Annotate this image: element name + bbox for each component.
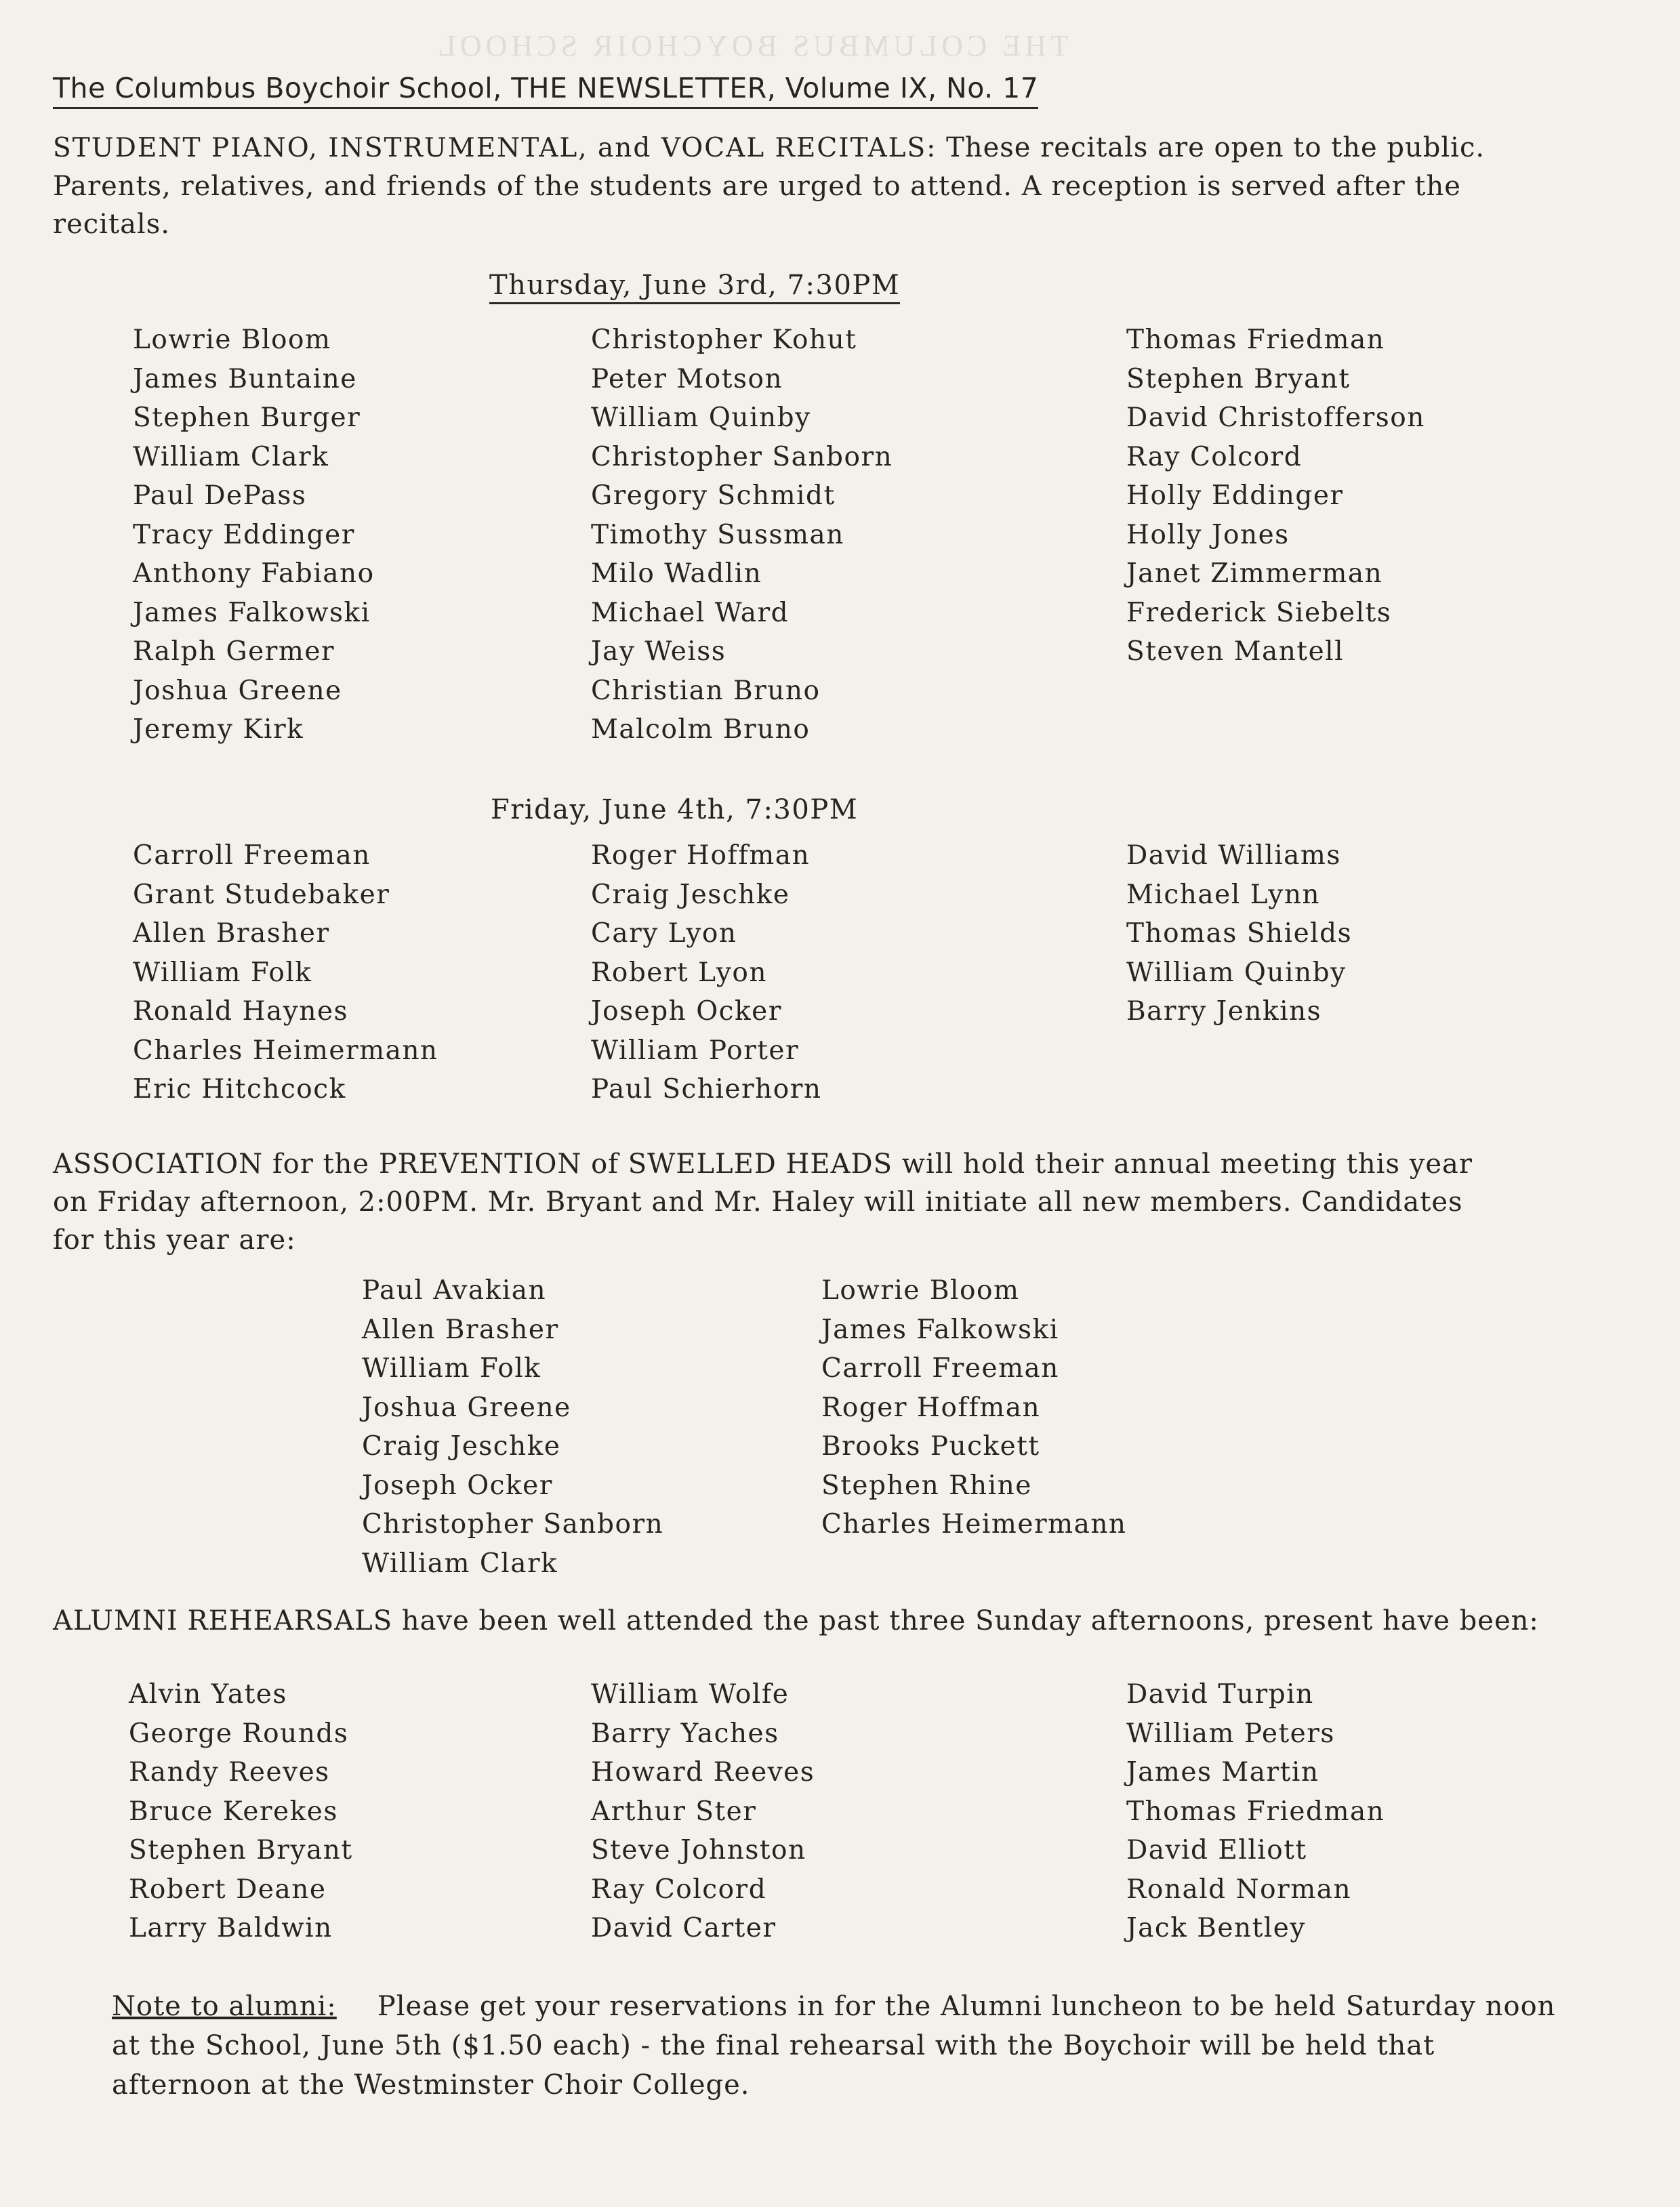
name-entry: Joshua Greene — [362, 1392, 571, 1423]
name-entry: Randy Reeves — [129, 1757, 330, 1788]
name-entry: James Falkowski — [133, 597, 371, 628]
name-entry: Alvin Yates — [129, 1679, 287, 1710]
thursday-col-2 — [591, 321, 893, 749]
name-entry: Larry Baldwin — [129, 1913, 333, 1943]
name-entry: Roger Hoffman — [821, 1392, 1041, 1423]
name-entry: Howard Reeves — [591, 1757, 815, 1788]
alumni-col-2 — [591, 1675, 815, 1948]
name-entry: Ronald Haynes — [133, 996, 349, 1027]
thursday-heading: Thursday, June 3rd, 7:30PM — [489, 270, 900, 304]
name-entry: Brooks Puckett — [821, 1431, 1040, 1462]
name-entry: Bruce Kerekes — [129, 1796, 338, 1827]
recitals-body: These recitals are open to the public. Parents, relatives, and friends of the students are urged to attend. A reception is served after the recitals. — [53, 132, 1486, 240]
name-entry: Thomas Shields — [1126, 918, 1353, 949]
name-entry: Ray Colcord — [591, 1874, 767, 1905]
name-entry: Steven Mantell — [1126, 636, 1345, 667]
name-entry: Arthur Ster — [591, 1796, 757, 1827]
name-entry: Michael Lynn — [1126, 879, 1321, 910]
name-entry: Charles Heimermann — [821, 1509, 1127, 1540]
name-entry: Joseph Ocker — [362, 1470, 553, 1501]
name-entry: Steve Johnston — [591, 1835, 806, 1865]
name-entry: Malcolm Bruno — [591, 714, 811, 745]
name-entry: James Falkowski — [821, 1314, 1059, 1345]
name-entry: Allen Brasher — [133, 918, 330, 949]
name-entry: Thomas Friedman — [1126, 1796, 1385, 1827]
name-entry: Paul DePass — [133, 480, 307, 511]
bleed-through-text: THE COLUMBUS BOYCHOIR SCHOOL — [434, 29, 1069, 62]
name-entry: Stephen Bryant — [129, 1835, 353, 1865]
alumni-col-3 — [1126, 1675, 1385, 1948]
name-entry: William Porter — [591, 1035, 800, 1066]
name-entry: Tracy Eddinger — [133, 519, 355, 550]
name-entry: Grant Studebaker — [133, 879, 390, 910]
name-entry: Paul Schierhorn — [591, 1074, 822, 1105]
name-entry: Ray Colcord — [1126, 441, 1303, 472]
name-entry: William Quinby — [1126, 957, 1347, 988]
name-entry: Anthony Fabiano — [133, 558, 375, 589]
name-entry: Craig Jeschke — [591, 879, 790, 910]
name-entry: James Buntaine — [133, 363, 357, 394]
name-entry: David Carter — [591, 1913, 777, 1943]
candidates-col-2 — [821, 1271, 1127, 1544]
friday-heading: Friday, June 4th, 7:30PM — [491, 794, 859, 825]
name-entry: Carroll Freeman — [821, 1353, 1059, 1384]
name-entry: Roger Hoffman — [591, 840, 811, 871]
newsletter-header: The Columbus Boychoir School, THE NEWSLETTER, Volume IX, No. 17 — [53, 72, 1038, 109]
name-entry: Michael Ward — [591, 597, 790, 628]
name-entry: Lowrie Bloom — [821, 1275, 1020, 1306]
name-entry: Stephen Burger — [133, 403, 361, 433]
name-entry: Ronald Norman — [1126, 1874, 1352, 1905]
name-entry: Paul Avakian — [362, 1275, 547, 1306]
note-label: Note to alumni: — [112, 1991, 337, 2022]
friday-col-3 — [1126, 836, 1352, 1031]
name-entry: Eric Hitchcock — [133, 1074, 346, 1105]
name-entry: Milo Wadlin — [591, 558, 762, 589]
name-entry: Stephen Bryant — [1126, 363, 1351, 394]
name-entry: Gregory Schmidt — [591, 480, 836, 511]
name-entry: Timothy Sussman — [591, 519, 844, 550]
name-entry: Lowrie Bloom — [133, 325, 331, 355]
name-entry: Christopher Sanborn — [362, 1509, 664, 1540]
recitals-lead: STUDENT PIANO, INSTRUMENTAL, and VOCAL RECITALS: — [53, 133, 937, 163]
name-entry: Charles Heimermann — [133, 1035, 438, 1066]
name-entry: Holly Jones — [1126, 519, 1290, 550]
alumni-col-1 — [129, 1675, 353, 1948]
name-entry: Jay Weiss — [591, 636, 726, 667]
name-entry: Janet Zimmerman — [1126, 558, 1383, 589]
name-entry: William Wolfe — [591, 1679, 790, 1710]
name-entry: Carroll Freeman — [133, 840, 371, 871]
name-entry: Robert Deane — [129, 1874, 327, 1905]
name-entry: Barry Jenkins — [1126, 996, 1322, 1027]
name-entry: Christian Bruno — [591, 675, 821, 706]
swelled-heads-paragraph: ASSOCIATION for the PREVENTION of SWELLED HEADS will hold their annual meeting this year on Friday afternoon, 2:00PM. Mr. Bryant and Mr. Haley will initiate all new members. Candidates for this year are: — [53, 1149, 1473, 1256]
name-entry: Jeremy Kirk — [133, 714, 304, 745]
name-entry: James Martin — [1126, 1757, 1319, 1788]
name-entry: David Williams — [1126, 840, 1341, 871]
name-entry: Peter Motson — [591, 363, 783, 394]
name-entry: Allen Brasher — [362, 1314, 559, 1345]
name-entry: David Turpin — [1126, 1679, 1314, 1710]
name-entry: Jack Bentley — [1126, 1913, 1306, 1943]
thursday-col-3 — [1126, 321, 1425, 672]
name-entry: Joseph Ocker — [591, 996, 782, 1027]
name-entry: William Clark — [362, 1548, 558, 1579]
thursday-col-1 — [133, 321, 375, 749]
name-entry: Ralph Germer — [133, 636, 335, 667]
name-entry: David Christofferson — [1126, 403, 1425, 433]
name-entry: William Peters — [1126, 1718, 1335, 1749]
name-entry: David Elliott — [1126, 1835, 1307, 1865]
name-entry: Craig Jeschke — [362, 1431, 561, 1462]
candidates-col-1 — [362, 1271, 663, 1583]
name-entry: Barry Yaches — [591, 1718, 779, 1749]
name-entry: William Folk — [362, 1353, 541, 1384]
friday-col-2 — [591, 836, 821, 1109]
name-entry: Cary Lyon — [591, 918, 737, 949]
name-entry: Holly Eddinger — [1126, 480, 1344, 511]
alumni-paragraph: ALUMNI REHEARSALS have been well attended the past three Sunday afternoons, present have been: — [53, 1605, 1539, 1636]
alumni-note — [112, 1987, 1562, 2105]
name-entry: Joshua Greene — [133, 675, 342, 706]
name-entry: William Quinby — [591, 403, 811, 433]
name-entry: Frederick Siebelts — [1126, 597, 1392, 628]
note-text: Please get your reservations in for the Alumni luncheon to be held Saturday noon at the School, June 5th ($1.50 each) - the final rehearsal with the Boychoir will be held that afternoon at the Westminster Choir College. — [112, 1991, 1556, 2101]
name-entry: William Clark — [133, 441, 329, 472]
name-entry: Thomas Friedman — [1126, 325, 1385, 355]
name-entry: Robert Lyon — [591, 957, 767, 988]
name-entry: Christopher Sanborn — [591, 441, 893, 472]
name-entry: Stephen Rhine — [821, 1470, 1032, 1501]
name-entry: Christopher Kohut — [591, 325, 857, 355]
friday-col-1 — [133, 836, 438, 1109]
recitals-paragraph — [53, 129, 1571, 243]
name-entry: William Folk — [133, 957, 312, 988]
name-entry: George Rounds — [129, 1718, 349, 1749]
